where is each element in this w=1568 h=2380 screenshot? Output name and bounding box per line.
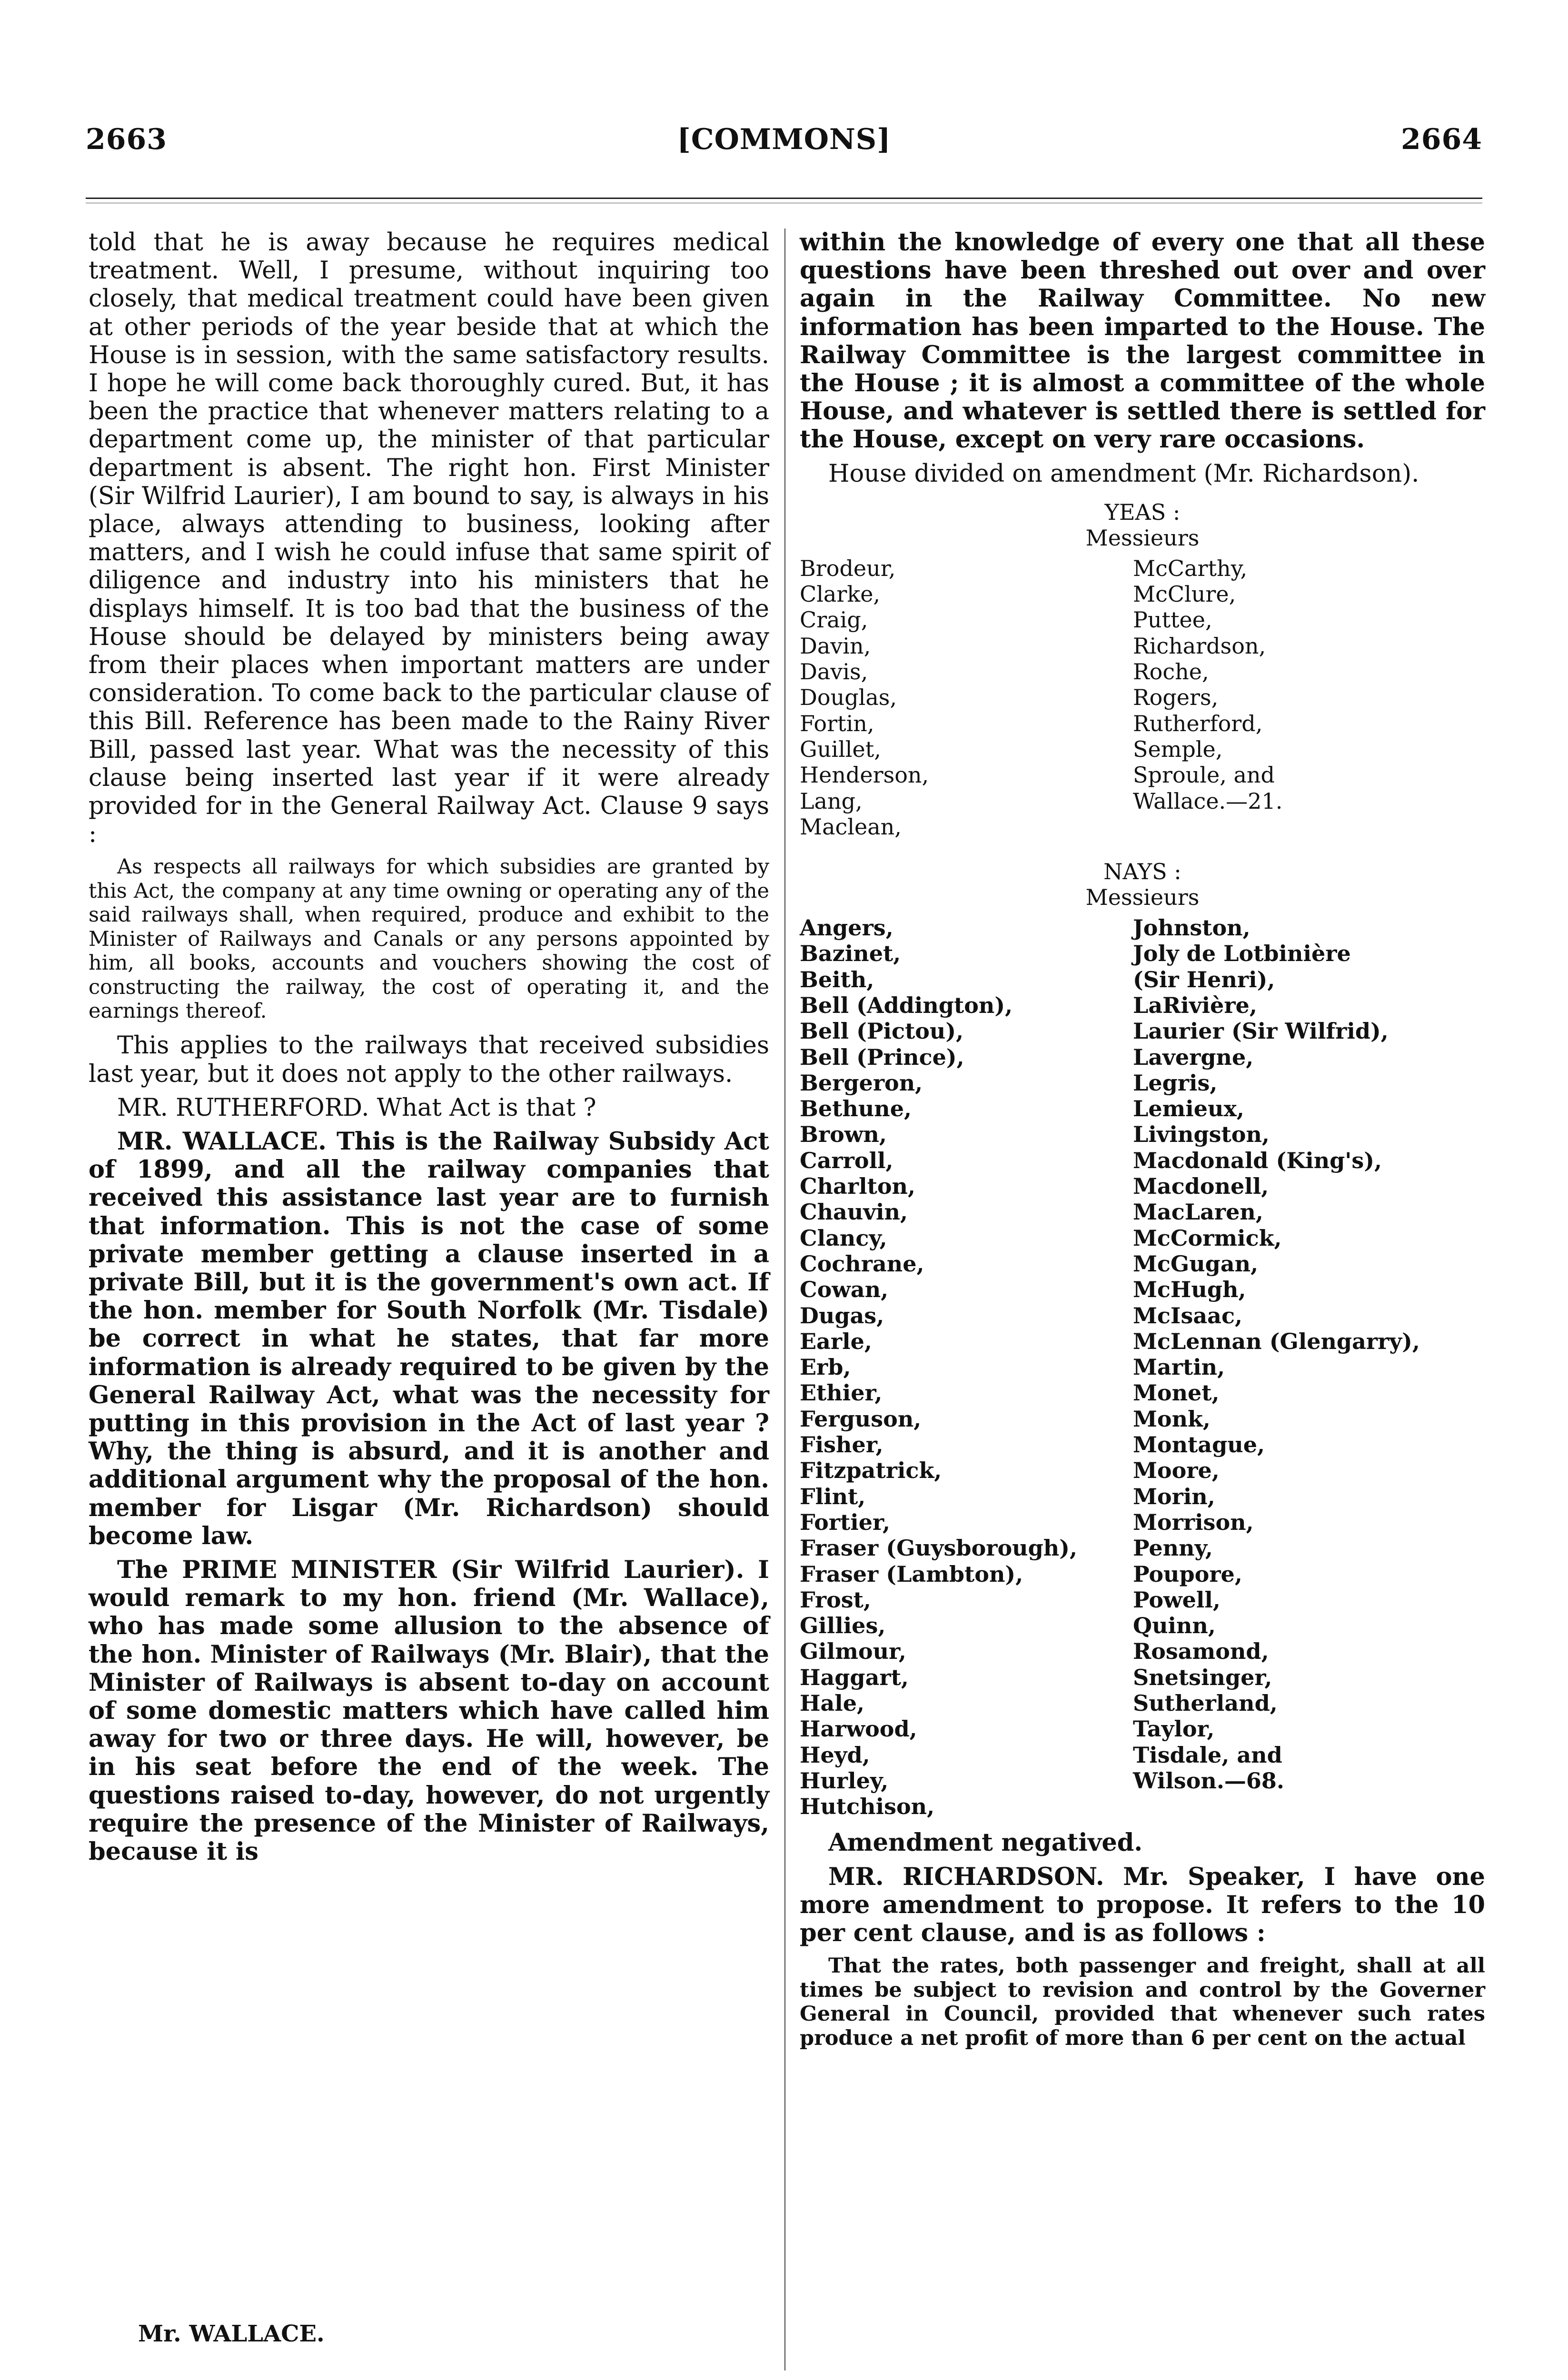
yeas-heading: YEAS : [1104, 499, 1181, 525]
nays-column-1 [800, 915, 1133, 1819]
speaker-name: MR. WALLACE. [117, 1127, 327, 1156]
nays-list [800, 915, 1485, 1819]
member-name: Roche, [1133, 659, 1209, 685]
speech-text: Mr. Speaker, I have one more amendment to propose. It refers to the 10 per cent clause, and is as follows : [800, 1862, 1485, 1948]
speaker-name: MR. RICHARDSON. [828, 1862, 1104, 1891]
member-name: Taylor, [1133, 1716, 1215, 1742]
speech-text: This is the Railway Subsidy Act of 1899, and all the railway companies that received this assistance last year are to furnish that information. This is not the case of some private member getting a clause inserted in a private Bill, but it is the government's own act. If the hon. member for South Norfolk (Mr. Tisdale) be correct in what he states, that far more information is already required to be given by the General Railway Act, what was the necessity for putting in this provision in the Act of last year ? Why, the thing is absurd, and it is another and additional argument why the proposal of the hon. member for Lisgar (Mr. Richardson) should become law. [89, 1127, 769, 1550]
member-name: Erb, [800, 1354, 851, 1380]
member-name: Frost, [800, 1587, 871, 1613]
nays-subheading: Messieurs [1085, 884, 1200, 911]
speaker-name: MR. RUTHERFORD. [117, 1093, 369, 1122]
member-name: Dugas, [800, 1302, 884, 1329]
yeas-column-1 [800, 555, 1133, 840]
nays-column-2 [1133, 915, 1485, 1819]
member-name: Rosamond, [1133, 1638, 1269, 1665]
division-intro: House divided on amendment (Mr. Richardson). [828, 459, 1419, 488]
member-name: Penny, [1133, 1535, 1213, 1561]
member-name: Ferguson, [800, 1406, 922, 1432]
member-name: Rutherford, [1133, 710, 1263, 736]
block-quote: As respects all railways for which subsidies are granted by this Act, the company at any time owning or operating any of the said railways shall, when required, produce and exhibit to the Minister of Railways and Canals or any persons appointed by him, all books, accounts and vouchers showing the cost of constructing the railway, the cost of operating it, and the earnings thereof. [89, 855, 769, 1023]
member-name: Bell (Pictou), [800, 1018, 964, 1044]
speech-text: What Act is that ? [369, 1093, 596, 1122]
member-name: Macdonald (King's), [1133, 1147, 1382, 1173]
member-name: Brodeur, [800, 555, 896, 581]
member-name: Livingston, [1133, 1121, 1270, 1148]
right-column [800, 228, 1485, 2050]
member-name: Bell (Addington), [800, 992, 1013, 1018]
speech-text: I would remark to my hon. friend (Mr. Wallace), who has made some allusion to the absence of the hon. Minister of Railways (Mr. Blair), that the Minister of Railways is absent to-day on account of some domestic matters which have called him away for two or three days. He will, however, be in his seat before the end of the week. The questions raised to-day, however, do not urgently require the presence of the Minister of Railways, because it is [89, 1555, 769, 1866]
member-name: Douglas, [800, 684, 897, 711]
page-number-right: 2664 [1401, 123, 1482, 156]
member-name: Fortin, [800, 710, 874, 736]
header-rule [86, 198, 1482, 203]
member-name: (Sir Henri), [1133, 966, 1275, 992]
member-name: Haggart, [800, 1664, 909, 1690]
member-name: Fisher, [800, 1432, 883, 1458]
member-name: Earle, [800, 1328, 872, 1354]
member-name: McHugh, [1133, 1277, 1246, 1303]
member-name: Gilmour, [800, 1638, 906, 1665]
member-name: Craig, [800, 607, 868, 633]
member-name: Wallace.—21. [1133, 788, 1283, 814]
member-name: Davis, [800, 659, 868, 685]
member-name: Lang, [800, 788, 863, 814]
member-name: Montague, [1133, 1432, 1265, 1458]
member-name: Beith, [800, 966, 874, 992]
speech-wallace [89, 1128, 769, 1550]
member-name: Tisdale, and [1133, 1742, 1282, 1768]
member-name: Brown, [800, 1121, 887, 1148]
left-column [89, 228, 769, 1866]
member-name: Laurier (Sir Wilfrid), [1133, 1018, 1389, 1044]
member-name: McGugan, [1133, 1250, 1259, 1277]
paragraph: This applies to the railways that received subsidies last year, but it does not apply to the other railways. [89, 1031, 769, 1088]
member-name: Puttee, [1133, 607, 1212, 633]
member-name: Morin, [1133, 1483, 1215, 1509]
member-name: Sproule, and [1133, 762, 1275, 788]
member-name: Bell (Prince), [800, 1044, 964, 1070]
member-name: Hale, [800, 1690, 865, 1716]
member-name: Henderson, [800, 762, 929, 788]
member-name: Maclean, [800, 813, 902, 840]
member-name: Bethune, [800, 1096, 912, 1122]
member-name: Bazinet, [800, 941, 901, 967]
member-name: Poupore, [1133, 1561, 1242, 1587]
member-name: Quinn, [1133, 1613, 1216, 1639]
member-name: Semple, [1133, 736, 1223, 762]
member-name: Guillet, [800, 736, 881, 762]
member-name: Bergeron, [800, 1070, 923, 1096]
page-number-left: 2663 [86, 123, 167, 156]
member-name: Legris, [1133, 1070, 1218, 1096]
footer-speaker: Mr. WALLACE. [138, 2320, 325, 2347]
member-name: McIsaac, [1133, 1302, 1242, 1329]
member-name: Macdonell, [1133, 1173, 1269, 1200]
member-name: McLennan (Glengarry), [1133, 1328, 1420, 1354]
member-name: Monet, [1133, 1380, 1220, 1406]
member-name: Ethier, [800, 1380, 883, 1406]
member-name: Moore, [1133, 1458, 1220, 1484]
member-name: Snetsinger, [1133, 1664, 1272, 1690]
member-name: MacLaren, [1133, 1199, 1263, 1225]
member-name: Powell, [1133, 1587, 1221, 1613]
member-name: Clancy, [800, 1225, 887, 1251]
member-name: Johnston, [1133, 915, 1250, 941]
member-name: LaRivière, [1133, 992, 1257, 1018]
member-name: Fortier, [800, 1509, 890, 1535]
member-name: Flint, [800, 1483, 866, 1509]
division-result: Amendment negatived. [828, 1828, 1143, 1857]
member-name: Martin, [1133, 1354, 1225, 1380]
member-name: Richardson, [1133, 633, 1266, 659]
speech-rutherford [89, 1094, 769, 1122]
speech-richardson [800, 1863, 1485, 1948]
column-divider [784, 228, 785, 2370]
member-name: Davin, [800, 633, 871, 659]
member-name: Fitzpatrick, [800, 1458, 942, 1484]
member-name: Lavergne, [1133, 1044, 1254, 1070]
member-name: Carroll, [800, 1147, 893, 1173]
paragraph: within the knowledge of every one that all these questions have been threshed out over and over again in the Railway Committee. No new information has been imparted to the House. The Railway Committee is the largest committee in the House ; it is almost a committee of the whole House, and whatever is settled there is settled for the House, except on very rare occasions. [800, 228, 1485, 454]
member-name: Rogers, [1133, 684, 1219, 711]
member-name: Hutchison, [800, 1794, 935, 1820]
member-name: Harwood, [800, 1716, 917, 1742]
nays-heading: NAYS : [1103, 859, 1181, 885]
page-title: [COMMONS] [677, 123, 891, 156]
yeas-list [800, 555, 1485, 840]
member-name: McCormick, [1133, 1225, 1282, 1251]
member-name: Clarke, [800, 581, 881, 607]
member-name: McClure, [1133, 581, 1236, 607]
member-name: Fraser (Guysborough), [800, 1535, 1078, 1561]
member-name: Charlton, [800, 1173, 915, 1200]
member-name: McCarthy, [1133, 555, 1248, 581]
member-name: Chauvin, [800, 1199, 908, 1225]
member-name: Sutherland, [1133, 1690, 1278, 1716]
member-name: Lemieux, [1133, 1096, 1244, 1122]
page-header [86, 123, 1482, 166]
member-name: Gillies, [800, 1613, 886, 1639]
member-name: Joly de Lotbinière [1133, 941, 1351, 967]
member-name: Heyd, [800, 1742, 870, 1768]
member-name: Cowan, [800, 1277, 889, 1303]
yeas-column-2 [1133, 555, 1485, 840]
speech-prime-minister [89, 1556, 769, 1866]
member-name: Angers, [800, 915, 893, 941]
yeas-subheading: Messieurs [1085, 525, 1200, 551]
paragraph: told that he is away because he requires medical treatment. Well, I presume, without inquiring too closely, that medical treatment could have been given at other periods of the year beside that at which the House is in session, with the same satisfactory results. I hope he will come back thoroughly cured. But, it has been the practice that whenever matters relating to a department come up, the minister of that particular department is absent. The right hon. First Minister (Sir Wilfrid Laurier), I am bound to say, is always in his place, always attending to business, looking after matters, and I wish he could infuse that same spirit of diligence and industry into his ministers that he displays himself. It is too bad that the business of the House should be delayed by ministers being away from their places when important matters are under consideration. To come back to the particular clause of this Bill. Reference has been made to the Rainy River Bill, passed last year. What was the necessity of this clause being inserted last year if it were already provided for in the General Railway Act. Clause 9 says : [89, 228, 769, 849]
member-name: Morrison, [1133, 1509, 1254, 1535]
speaker-name: The PRIME MINISTER (Sir Wilfrid Laurier). [117, 1555, 744, 1584]
member-name: Fraser (Lambton), [800, 1561, 1023, 1587]
member-name: Hurley, [800, 1767, 889, 1794]
amendment-quote: That the rates, both passenger and freight, shall at all times be subject to revision and control by the Governer General in Council, provided that whenever such rates produce a net profit of more than 6 per cent on the actual [800, 1954, 1485, 2050]
member-name: Cochrane, [800, 1250, 924, 1277]
member-name: Wilson.—68. [1133, 1767, 1284, 1794]
member-name: Monk, [1133, 1406, 1211, 1432]
